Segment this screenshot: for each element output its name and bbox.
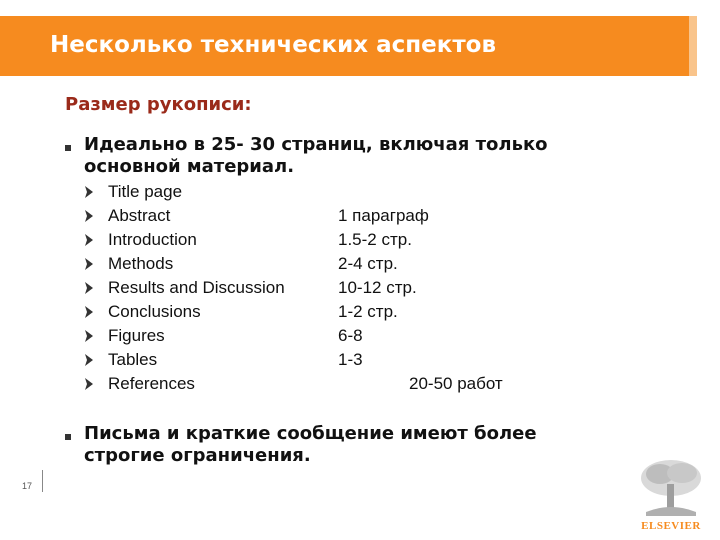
- section-length: 20-50 работ: [409, 374, 503, 393]
- bullet-text-line1: Письма и краткие сообщение имеют более: [84, 423, 537, 444]
- arrow-bullet-icon: [84, 257, 94, 271]
- logo-wordmark: ELSEVIER: [641, 520, 701, 532]
- arrow-bullet-icon: [84, 329, 94, 343]
- tree-logo-icon: [632, 456, 710, 518]
- section-name: References: [108, 374, 195, 393]
- arrow-bullet-icon: [84, 305, 94, 319]
- elsevier-logo: [632, 456, 710, 534]
- bullet-text-line2: строгие ограничения.: [84, 445, 311, 466]
- list-item: [84, 180, 544, 204]
- section-name: Conclusions: [108, 302, 201, 321]
- arrow-bullet-icon: [84, 233, 94, 247]
- section-length: 6-8: [338, 326, 363, 345]
- section-length: 10-12 стр.: [338, 278, 417, 297]
- section-name: Tables: [108, 350, 158, 369]
- list-item: [84, 228, 544, 252]
- arrow-bullet-icon: [84, 281, 94, 295]
- list-item: [84, 252, 544, 276]
- list-item: [84, 348, 544, 372]
- list-item: [84, 276, 544, 300]
- page-number-divider: [42, 470, 43, 492]
- page-number: 17: [22, 481, 33, 491]
- bullet-text-line2: основной материал.: [84, 156, 295, 177]
- square-bullet-icon: [65, 145, 71, 151]
- square-bullet-icon: [65, 434, 71, 440]
- section-name: Introduction: [108, 230, 197, 249]
- section-name: Methods: [108, 254, 174, 273]
- title-bar-accent: [689, 16, 697, 76]
- arrow-bullet-icon: [84, 353, 94, 367]
- list-item: [84, 372, 544, 396]
- list-item: [84, 324, 544, 348]
- bullet-text-line1: Идеально в 25- 30 страниц, включая только: [84, 134, 548, 155]
- section-heading: Размер рукописи:: [65, 94, 252, 115]
- section-name: Title page: [108, 182, 183, 201]
- section-length: 1.5-2 стр.: [338, 230, 412, 249]
- section-name: Results and Discussion: [108, 278, 285, 297]
- arrow-bullet-icon: [84, 377, 94, 391]
- section-length: 1-2 стр.: [338, 302, 398, 321]
- section-length: 1-3: [338, 350, 363, 369]
- section-name: Abstract: [108, 206, 171, 225]
- list-item: [84, 204, 544, 228]
- arrow-bullet-icon: [84, 209, 94, 223]
- section-length: 1 параграф: [338, 206, 429, 225]
- arrow-bullet-icon: [84, 185, 94, 199]
- list-item: [84, 300, 544, 324]
- section-length: 2-4 стр.: [338, 254, 398, 273]
- slide-title: Несколько технических аспектов: [50, 32, 497, 58]
- section-name: Figures: [108, 326, 165, 345]
